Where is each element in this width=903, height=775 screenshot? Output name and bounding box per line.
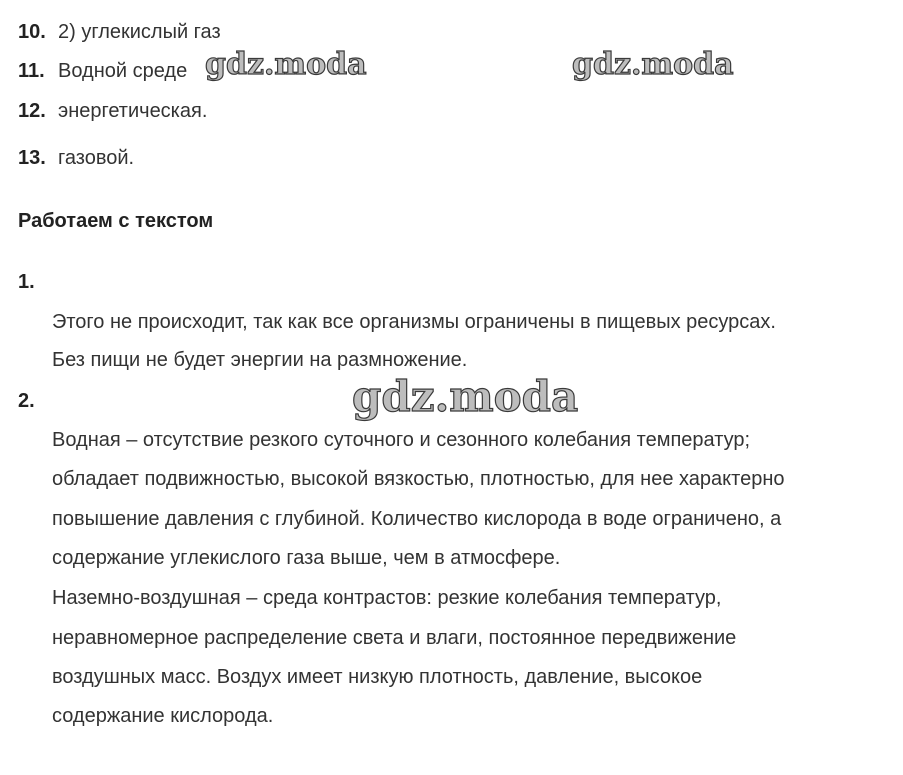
watermark: gdz.moda — [205, 47, 367, 82]
answer-text: энергетическая. — [58, 100, 208, 122]
answer-text: Водной среде — [58, 60, 188, 82]
answer-number: 10. — [18, 21, 46, 43]
item-2-line: Наземно-воздушная – среда контрастов: резкие колебания температур, — [52, 587, 722, 609]
item-2-line: Водная – отсутствие резкого суточного и сезонного колебания температур; — [52, 429, 751, 451]
answer-number: 12. — [18, 100, 46, 122]
section-title: Работаем с текстом — [18, 210, 214, 232]
item-2-line: неравномерное распределение света и влаги, постоянное передвижение — [52, 627, 737, 649]
item-2-line: повышение давления с глубиной. Количество кислорода в воде ограничено, а — [52, 508, 782, 530]
item-1-line: Этого не происходит, так как все организмы ограничены в пищевых ресурсах. — [52, 311, 776, 333]
item-2-line: обладает подвижностью, высокой вязкостью, плотностью, для нее характерно — [52, 468, 785, 490]
watermark: gdz.moda — [352, 372, 579, 421]
answer-text: 2) углекислый газ — [58, 21, 221, 43]
item-2-line: воздушных масс. Воздух имеет низкую плотность, давление, высокое — [52, 666, 703, 688]
answer-13 — [18, 146, 134, 170]
item-number: 2. — [18, 390, 35, 412]
item-1-line: Без пищи не будет энергии на размножение. — [52, 349, 468, 371]
item-number: 1. — [18, 271, 35, 293]
answer-11 — [18, 59, 187, 83]
answer-12 — [18, 99, 207, 123]
watermark: gdz.moda — [572, 47, 734, 82]
answer-text: газовой. — [58, 147, 135, 169]
item-2-line: содержание углекислого газа выше, чем в атмосфере. — [52, 547, 561, 569]
answer-10 — [18, 20, 221, 44]
item-2-line: содержание кислорода. — [52, 705, 274, 727]
answer-number: 13. — [18, 147, 46, 169]
answer-number: 11. — [18, 60, 45, 82]
